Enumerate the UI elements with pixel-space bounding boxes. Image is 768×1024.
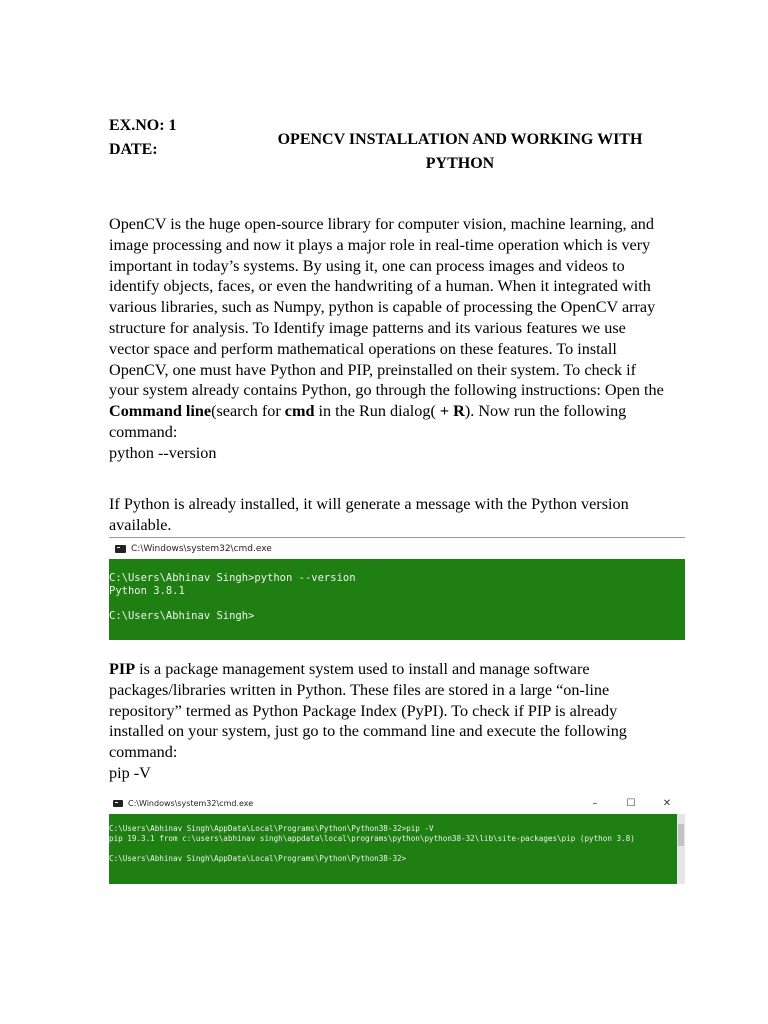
cmd-window-python-version (109, 537, 685, 640)
intro-paragraph (109, 214, 669, 464)
cmd-console (109, 814, 677, 884)
cmd-console (109, 559, 685, 640)
document-title-line-2: PYTHON (425, 155, 495, 172)
window-controls (577, 798, 685, 809)
cmd-window-titlebar (109, 537, 685, 560)
pip-bold-label: PIP (109, 660, 136, 678)
cmd-window-title: C:\Windows\system32\cmd.exe (131, 544, 272, 554)
document-title-line-1: OPENCV INSTALLATION AND WORKING WITH (277, 131, 643, 148)
maximize-icon: ☐ (626, 798, 636, 809)
python-version-command: python --version (109, 443, 217, 462)
cmd-window-title: C:\Windows\system32\cmd.exe (128, 799, 254, 808)
cmd-window-pip-version (109, 793, 685, 884)
exercise-header (109, 114, 177, 162)
exercise-date: DATE: (109, 141, 158, 158)
intro-text-3: in the Run dialog( (314, 402, 440, 421)
cmd-icon (115, 545, 126, 553)
cmd-scrollbar (677, 814, 685, 884)
intro-bold-cmd: cmd (284, 402, 315, 421)
pip-version-command: pip -V (109, 763, 151, 782)
pip-paragraph (109, 659, 669, 784)
cmd-console-output: C:\Users\Abhinav Singh\AppData\Local\Programs\Python\Python38-32>pip -V pip 19.3.1 from c:\users\abhinav singh\appdata\local\programs\python\python38-32\lib\site-packages\pip (python 3.8) C:\Users\Abhinav Singh\AppData\Local\Programs\Python\Python38-32> (109, 824, 635, 863)
cmd-icon (113, 800, 123, 807)
intro-text-4: ). Now run the following command: (109, 402, 627, 441)
intro-bold-r: + R (439, 402, 465, 421)
cmd-scrollbar-thumb (678, 824, 684, 846)
close-icon: ✕ (662, 798, 672, 809)
cmd-window-titlebar (109, 793, 685, 814)
intro-text-1: OpenCV is the huge open-source library for computer vision, machine learning, and image processing and now it plays a major role in real-time operation which is very important in today’s systems. By using it, one can process images and videos to identify objects, faces, or even the handwriting of a human. When it integrated with various libraries, such as Numpy, python is capable of processing the OpenCV array structure for analysis. To Identify image patterns and its various features we use vector space and perform mathematical operations on these features. To install OpenCV, one must have Python and PIP, preinstalled on their system. To check if your system already contains Python, go through the following instructions: Open the (109, 215, 664, 400)
pip-text: is a package management system used to install and manage software packages/libraries written in Python. These files are stored in a large “on-line repository” termed as Python Package Index (PyPI). To check if PIP is already installed on your system, just go to the command line and execute the following command: (109, 660, 627, 762)
intro-bold-command-line: Command line (109, 402, 212, 421)
minimize-icon: – (592, 798, 598, 809)
intro-text-2: (search for (211, 402, 285, 421)
exercise-number: EX.NO: 1 (109, 117, 177, 134)
cmd-console-output: C:\Users\Abhinav Singh>python --version Python 3.8.1 C:\Users\Abhinav Singh> (109, 572, 356, 622)
document-title (240, 128, 680, 176)
python-check-paragraph: If Python is already installed, it will generate a message with the Python version available. (109, 495, 629, 534)
